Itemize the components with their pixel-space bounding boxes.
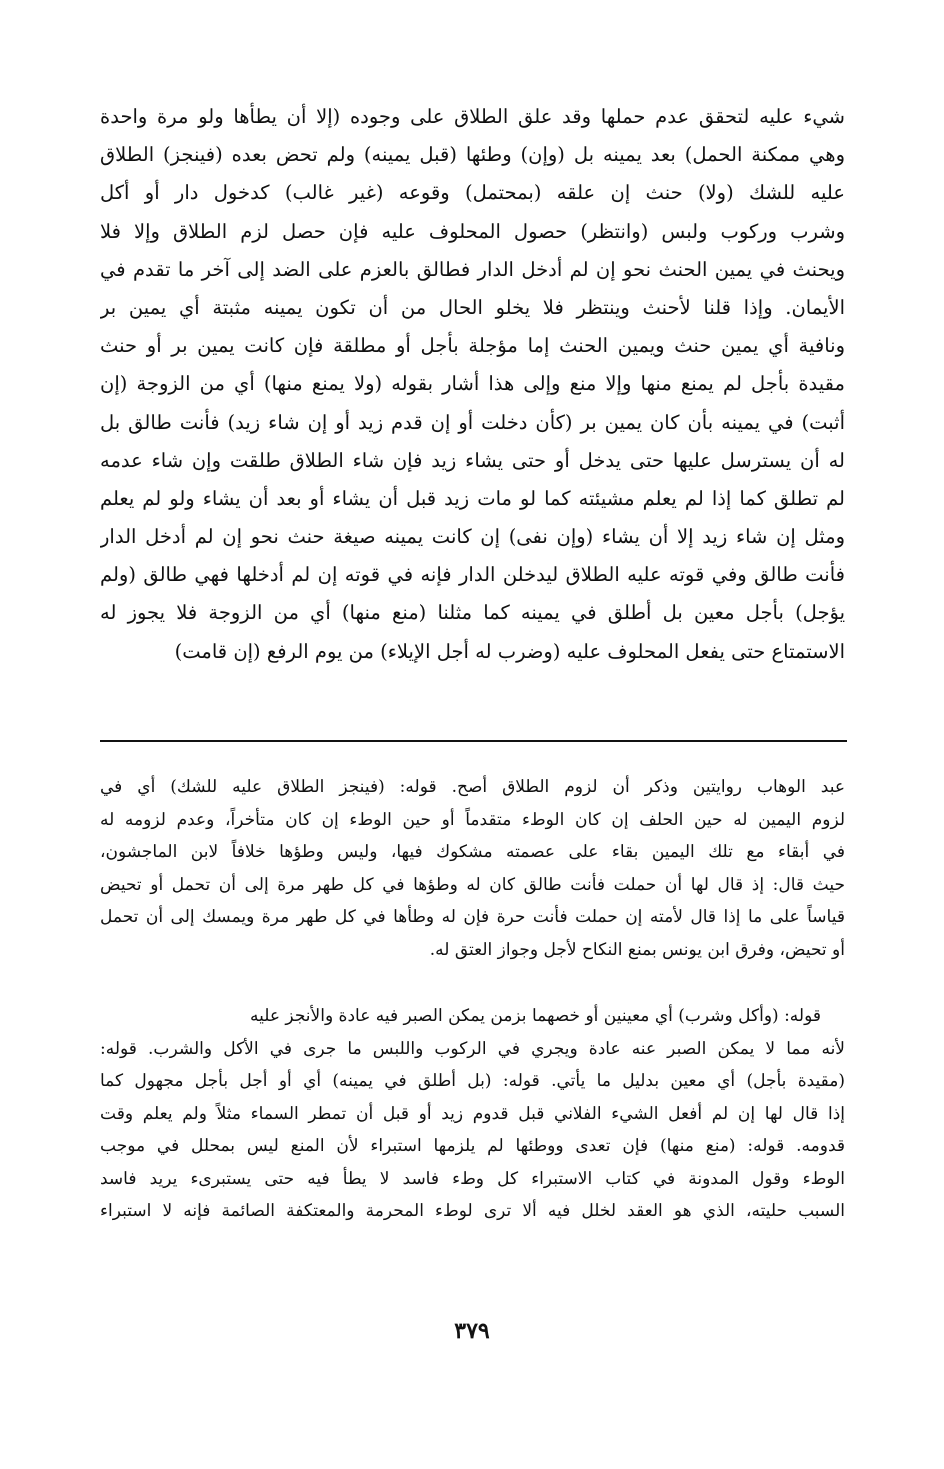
footnote-line: قوله: (وأكل وشرب) أي معينين أو خصهما بزمن يمكن الصبر فيه عادة والأنجز عليه [250,1006,821,1026]
footnote-line: السبب حليته، الذي هو العقد لخلل فيه ألا ترى لوطء المحرمة والمعتكفة الصائمة فإنه لا استبراء [100,1201,845,1221]
main-text-block [100,98,845,671]
footnote-line: (مقيدة بأجل) أي معين بدليل ما يأتي. قوله: (بل أطلق في يمينه) أي أو أجل بأجل مجهول كما [100,1071,845,1091]
footnote-line: لأنه مما لا يمكن الصبر عنه عادة ويجري في الركوب واللبس ما جرى في الأكل والشرب. قوله: [100,1038,845,1059]
main-text-line: يؤجل) بأجل معين بل أطلق في يمينه كما مثلنا (منع منها) أي من الزوجة فلا يجوز له [100,601,845,625]
main-text-line: الاستمتاع حتى يفعل المحلوف عليه (وضرب له أجل الإيلاء) من يوم الرفع (إن قامت) [174,639,845,663]
footnote-line: إذا قال لها إن لم أفعل الشيء الفلاني قبل قدوم زيد أو قبل أن تمطر السماء مثلاً ولم يعلم وقت [100,1103,845,1124]
main-text-line: فأنت طالق وفي قوته عليه الطلاق ليدخلن الدار فإنه في قوته إن لم أدخلها فهي طالق (ولم [100,563,845,587]
footnote-paragraph-1 [100,771,845,966]
main-text-line: وهي ممكنة الحمل) بعد يمينه بل (وإن) وطئها (قبل يمينه) ولم تحض بعده (فينجز) الطلاق [100,143,845,167]
main-text-line: شيء عليه لتحقق عدم حملها وقد علق الطلاق على وجوده (إلا أن يطأها ولو مرة واحدة [100,105,845,128]
footnote-line: قدومه. قوله: (منع منها) فإن تعدى ووطئها لم يلزمها استبراء لأن المنع ليس بمحلل في موجب [100,1136,845,1156]
footnote-separator [100,740,847,742]
main-text-line: ومثل إن شاء زيد إلا أن يشاء (وإن نفى) إن كانت يمينه صيغة حنث نحو إن لم أدخل الدار [100,525,845,549]
page-number: ٣٧٩ [454,1318,490,1344]
footnote-line: في أبقاء مع تلك اليمين بقاء على عصمته مشكوك فيها، وليس وطؤها خلافاً لابن الماجشون، [100,842,845,862]
footnote-line: أو تحيض، وفرق ابن يونس بمنع النكاح لأجل وجواز العتق له. [429,939,845,960]
main-text-line: أثبت) في يمينه بأن كان يمين بر (كأن دخلت أو إن قدم زيد أو إن شاء زيد) فأنت طالق بل [100,410,845,434]
footnote-line: عبد الوهاب روايتين وذكر أن لزوم الطلاق أصح. قوله: (فينجز الطلاق عليه للشك) أي في [100,777,845,797]
footnote-line: الوطء وقول المدونة في كتاب الاستبراء كل وطء فاسد لا يطأ فيه حتى يستبرىء يريد فاسد [100,1168,845,1189]
main-text-line: عليه للشك (ولا) حنث إن علقه (بمحتمل) وقوعه (غير غالب) كدخول دار أو أكل [100,181,845,205]
footnote-line: قياساً على ما إذا قال لأمته إن حملت فأنت حرة فإن له وطأها في كل طهر مرة ويمسك إلى أن تحمل [100,907,845,927]
main-text-line: ونافية أي يمين حنث ويمين الحنث إما مؤجلة بأجل أو مطلقة فإن كانت يمين بر أو حنث [100,334,845,358]
main-text-line: ويحنث في يمين الحنث نحو إن لم أدخل الدار فطالق بالعزم على الضد إلى آخر ما تقدم في [100,257,845,281]
footnote-line: لزوم اليمين له حين الحلف إن كان الوطء متقدماً أو حين الوطء إن كان متأخراً، وعدم لزومه له [100,809,845,830]
main-text-line: مقيدة بأجل لم يمنع منها وإلا منع وإلى هذا أشار بقوله (ولا يمنع منها) أي من الزوجة (إن [100,372,845,396]
main-text-line: له أن يسترسل عليها حتى يدخل أو حتى يشاء زيد فإن شاء الطلاق طلقت وإن شاء عدمه [100,448,845,472]
footnote-paragraph-2 [100,1000,845,1228]
main-text-line: الأيمان. وإذا قلنا لأحنث وينتظر فلا يخلو الحال من أن تكون يمينه مثبتة أي يمين بر [100,295,845,319]
footnote-line: حيث قال: إذ قال لها أن حملت فأنت طالق كان له وطؤها في كل طهر مرة إلى أن تحمل أو تحيض [100,874,845,895]
main-text-line: وشرب وركوب ولبس (وانتظر) حصول المحلوف عليه فإن حصل لزم الطلاق وإلا فلا [100,219,845,243]
main-text-line: لم تطلق كما إذا لم يعلم مشيئته كما لو مات زيد قبل أن يشاء أو بعد أن يشاء ولو لم يعلم [100,486,845,510]
